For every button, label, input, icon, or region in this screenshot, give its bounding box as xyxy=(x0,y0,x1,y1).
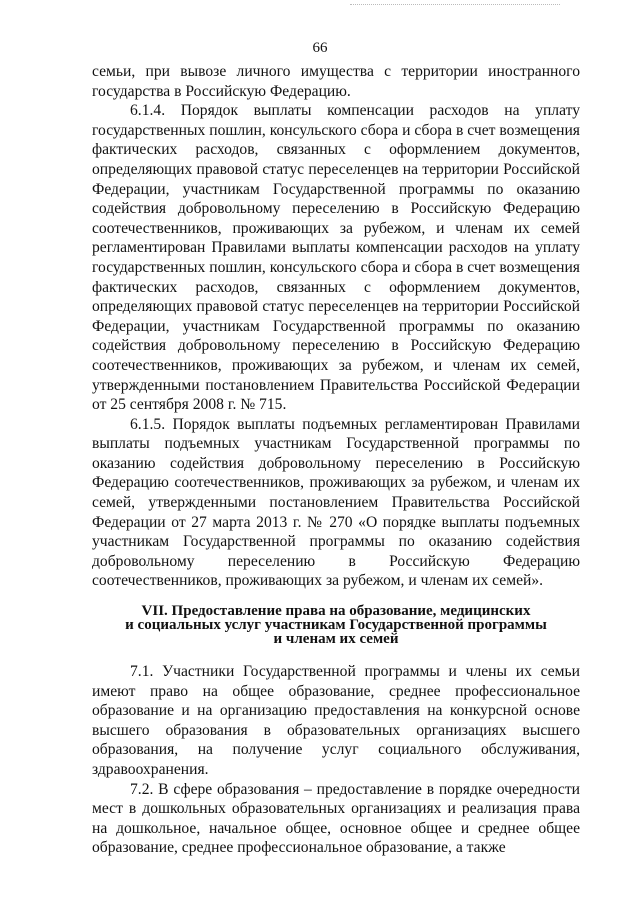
page-number: 66 xyxy=(312,40,328,56)
section-heading-line-3: и членам их семей xyxy=(273,631,399,648)
paragraph-6-1-4: 6.1.4. Порядок выплаты компенсации расходов на уплату государственных пошлин, консульского сбора и сбора в счет возмещения фактических расходов, связанных с оформлением документов, определяющих правовой статус переселенцев на территории Российской Федерации, участникам Государственной программы по оказанию содействия добровольному переселению в Российскую Федерацию соотечественников, проживающих за рубежом, и членам их семей регламентирован Правилами выплаты компенсации расходов на уплату государственных пошлин, консульского сбора и сбора в счет возмещения фактических расходов, связанных с оформлением документов, определяющих правовой статус переселенцев на территории Российской Федерации, участникам Государственной программы по оказанию содействия добровольному переселению в Российскую Федерацию соотечественников, проживающих за рубежом, и членам их семей, утвержденными постановлением Правительства Российской Федерации от 25 сентября 2008 г. № 715. xyxy=(92,102,580,414)
section-heading-line-1: VII. Предоставление права на образование, медицинских xyxy=(141,603,531,620)
paragraph-7-2: 7.2. В сфере образования – предоставление в порядке очередности мест в дошкольных образовательных организациях и реализация права на дошкольное, начальное общее, основное общее и среднее общее образование, среднее профессиональное образование, а также xyxy=(92,780,580,857)
document-body xyxy=(92,62,580,858)
paragraph-6-1-5: 6.1.5. Порядок выплаты подъемных регламентирован Правилами выплаты подъемных участникам Государственной программы по оказанию содействия добровольному переселению в Российскую Федерацию соотечественников, проживающих за рубежом, и членам их семей, утвержденными постановлением Правительства Российской Федерации от 27 марта 2013 г. № 270 «О порядке выплаты подъемных участникам Государственной программы по оказанию содействия добровольному переселению в Российскую Федерацию соотечественников, проживающих за рубежом, и членам их семей». xyxy=(92,415,580,590)
section-heading xyxy=(92,604,580,646)
section-heading-line-2: и социальных услуг участникам Государственной программы xyxy=(125,617,547,634)
paragraph-7-1: 7.1. Участники Государственной программы и члены их семьи имеют право на общее образование, среднее профессиональное образование и на организацию предоставления на конкурсной основе высшего образования в образовательных организациях высшего образования, на получение услуг социального обслуживания, здравоохранения. xyxy=(92,663,580,778)
top-border-line xyxy=(350,4,560,5)
paragraph-continuation: семьи, при вывозе личного имущества с территории иностранного государства в Российскую Федерацию. xyxy=(92,63,580,100)
